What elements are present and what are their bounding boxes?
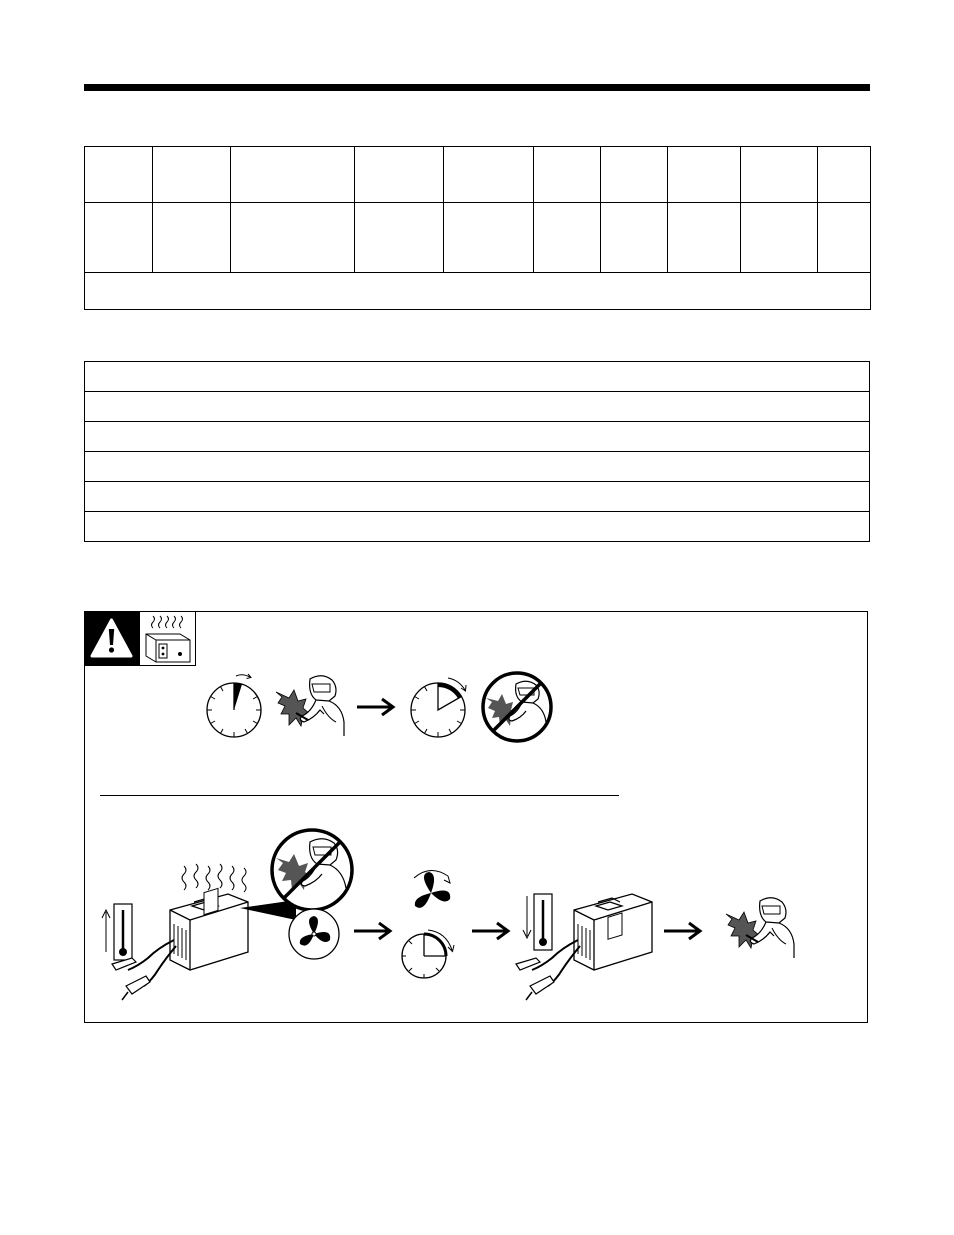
spec-cell [355, 147, 444, 203]
spec-cell [355, 203, 444, 273]
spec-cell [444, 203, 534, 273]
spec-cell [741, 147, 818, 203]
spec-cell [601, 203, 668, 273]
spec-cell [153, 203, 231, 273]
spec-cell [601, 147, 668, 203]
arrow-right-icon [355, 696, 397, 718]
spec-cell [534, 147, 601, 203]
list-cell [85, 452, 870, 482]
list-cell [85, 392, 870, 422]
list-row [85, 452, 870, 482]
list-row [85, 362, 870, 392]
spec-cell [153, 147, 231, 203]
list-table [84, 361, 870, 542]
spec-cell [818, 203, 871, 273]
spec-cell [85, 203, 153, 273]
top-rule [84, 84, 870, 91]
fan-icon [286, 906, 342, 962]
welder-sparks-icon [272, 670, 350, 742]
no-welding-icon [480, 670, 554, 744]
clock-icon [200, 668, 270, 740]
list-cell [85, 422, 870, 452]
clock-icon [404, 668, 474, 740]
spec-cell [741, 203, 818, 273]
fan-icon [404, 866, 458, 920]
exclamation-triangle-icon [84, 611, 139, 666]
spec-value-row [85, 203, 871, 273]
overheating-unit-icon [139, 611, 196, 666]
list-cell [85, 482, 870, 512]
specifications-table [84, 146, 871, 310]
welder-sparks-icon [722, 892, 800, 964]
spec-footer-cell [85, 273, 871, 310]
spec-header-row [85, 147, 871, 203]
list-cell [85, 362, 870, 392]
list-row [85, 422, 870, 452]
list-row [85, 392, 870, 422]
hot-welding-unit-icon [108, 862, 268, 1002]
no-welding-icon [268, 826, 356, 914]
arrow-right-icon [470, 920, 512, 942]
spec-cell [231, 203, 355, 273]
section-divider [100, 795, 619, 796]
welding-unit-icon [514, 880, 664, 1002]
arrow-right-icon [662, 920, 704, 942]
spec-cell [668, 147, 741, 203]
clock-icon [398, 926, 458, 982]
list-row [85, 482, 870, 512]
spec-cell [85, 147, 153, 203]
spec-cell [818, 147, 871, 203]
spec-cell [668, 203, 741, 273]
spec-cell [444, 147, 534, 203]
spec-footer-row [85, 273, 871, 310]
arrow-right-icon [352, 920, 394, 942]
list-cell [85, 512, 870, 542]
spec-cell [534, 203, 601, 273]
spec-cell [231, 147, 355, 203]
list-row [85, 512, 870, 542]
